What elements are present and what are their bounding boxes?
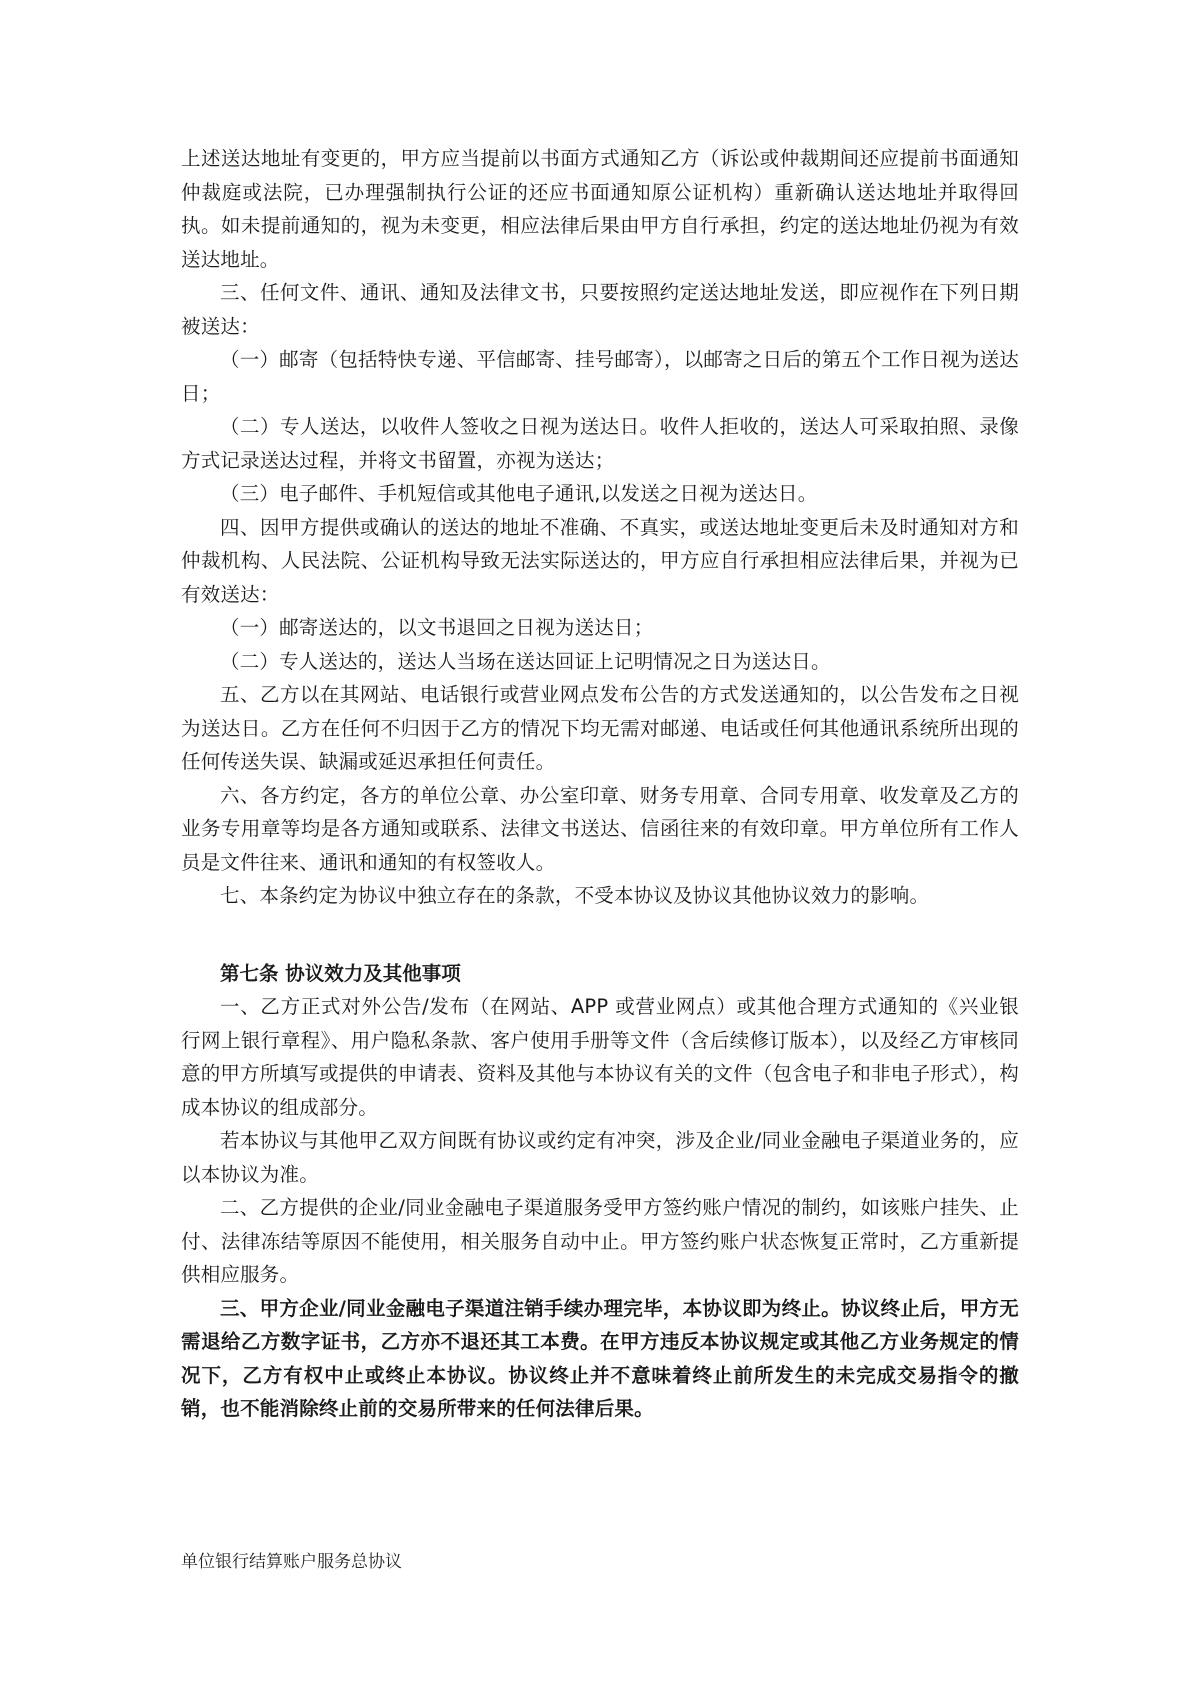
document-page bbox=[181, 142, 1019, 1426]
paragraph-clause-4-1: （一）邮寄送达的，以文书退回之日视为送达日； bbox=[220, 616, 654, 639]
section-spacer bbox=[181, 913, 1019, 957]
paragraph-clause-5: 五、乙方以在其网站、电话银行或营业网点发布公告的方式发送通知的，以公告发布之日视为送达日。乙方在任何不归因于乙方的情况下均无需对邮递、电话或任何其他通讯系统所出现的任何传送失误、缺漏或延迟承担任何责任。 bbox=[181, 683, 1019, 773]
section-paragraph-conflict: 若本协议与其他甲乙双方间既有协议或约定有冲突，涉及企业/同业金融电子渠道业务的，应以本协议为准。 bbox=[181, 1129, 1019, 1186]
page-footer: 单位银行结算账户服务总协议 bbox=[181, 1552, 402, 1572]
paragraph-clause-3: 三、任何文件、通讯、通知及法律文书，只要按照约定送达地址发送，即应视作在下列日期被送达： bbox=[181, 281, 1019, 338]
section-paragraph-1: 一、乙方正式对外公告/发布（在网站、APP 或营业网点）或其他合理方式通知的《兴业银行网上银行章程》、用户隐私条款、客户使用手册等文件（含后续修订版本），以及经乙方审核同意的甲方所填写或提供的申请表、资料及其他与本协议有关的文件（包含电子和非电子形式），构成本协议的组成部分。 bbox=[181, 995, 1019, 1119]
paragraph-clause-3-2: （二）专人送达，以收件人签收之日视为送达日。收件人拒收的，送达人可采取拍照、录像方式记录送达过程，并将文书留置，亦视为送达； bbox=[181, 415, 1019, 472]
section-paragraph-3-bold: 三、甲方企业/同业金融电子渠道注销手续办理完毕，本协议即为终止。协议终止后，甲方无需退给乙方数字证书，乙方亦不退还其工本费。在甲方违反本协议规定或其他乙方业务规定的情况下，乙方有权中止或终止本协议。协议终止并不意味着终止前所发生的未完成交易指令的撤销，也不能消除终止前的交易所带来的任何法律后果。 bbox=[181, 1296, 1019, 1420]
section-paragraph-2: 二、乙方提供的企业/同业金融电子渠道服务受甲方签约账户情况的制约，如该账户挂失、止付、法律冻结等原因不能使用，相关服务自动中止。甲方签约账户状态恢复正常时，乙方重新提供相应服务。 bbox=[181, 1196, 1019, 1286]
paragraph-clause-3-3: （三）电子邮件、手机短信或其他电子通讯,以发送之日视为送达日。 bbox=[220, 482, 818, 505]
paragraph-address-change: 上述送达地址有变更的，甲方应当提前以书面方式通知乙方（诉讼或仲裁期间还应提前书面通知仲裁庭或法院，已办理强制执行公证的还应书面通知原公证机构）重新确认送达地址并取得回执。如未提前通知的，视为未变更，相应法律后果由甲方自行承担，约定的送达地址仍视为有效送达地址。 bbox=[181, 147, 1019, 271]
paragraph-clause-7: 七、本条约定为协议中独立存在的条款，不受本协议及协议其他协议效力的影响。 bbox=[220, 884, 930, 907]
paragraph-clause-6: 六、各方约定，各方的单位公章、办公室印章、财务专用章、合同专用章、收发章及乙方的业务专用章等均是各方通知或联系、法律文书送达、信函往来的有效印章。甲方单位所有工作人员是文件往来、通讯和通知的有权签收人。 bbox=[181, 783, 1019, 874]
paragraph-clause-3-1: （一）邮寄（包括特快专递、平信邮寄、挂号邮寄），以邮寄之日后的第五个工作日视为送达日； bbox=[181, 348, 1019, 405]
section-heading: 第七条 协议效力及其他事项 bbox=[220, 961, 461, 985]
paragraph-clause-4: 四、因甲方提供或确认的送达的地址不准确、不真实，或送达地址变更后未及时通知对方和仲裁机构、人民法院、公证机构导致无法实际送达的，甲方应自行承担相应法律后果，并视为已有效送达： bbox=[181, 515, 1019, 606]
paragraph-clause-4-2: （二）专人送达的，送达人当场在送达回证上记明情况之日为送达日。 bbox=[220, 649, 831, 673]
